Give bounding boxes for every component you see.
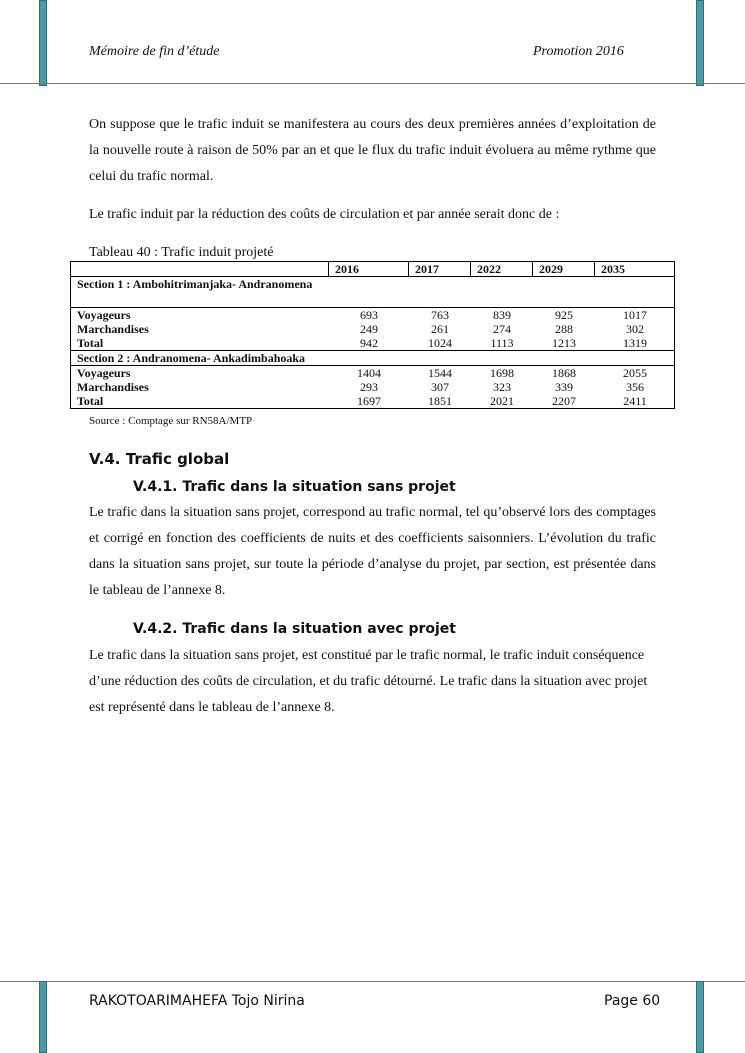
header-left-text: Mémoire de fin d’étude [89, 44, 220, 59]
cell-value: 2021 [490, 394, 514, 408]
paragraph-induced-traffic: On suppose que le trafic induit se manifestera au cours des deux premières années d’exploitation de la nouvelle route à raison de 50% par an et que le flux du trafic induit évoluera au même rythme que celui du trafic normal. [89, 117, 656, 184]
header-right-bar [696, 0, 704, 86]
table-row [71, 394, 675, 408]
table-row [71, 366, 675, 380]
cell-value: 1851 [428, 394, 452, 408]
table-source: Source : Comptage sur RN58A/MTP [89, 415, 253, 427]
year-header: 2035 [595, 262, 675, 277]
footer-rule [0, 981, 745, 982]
year-header: 2022 [471, 262, 533, 277]
induced-traffic-table [70, 261, 675, 409]
cell-value: 1319 [623, 336, 647, 350]
cell-value: 288 [555, 322, 573, 336]
cell-value: 1698 [490, 366, 514, 380]
cell-value: 274 [493, 322, 511, 336]
table-header-row [71, 262, 675, 277]
cell-value: 2055 [623, 366, 647, 380]
cell-value: 693 [360, 308, 378, 322]
cell-value: 1213 [552, 336, 576, 350]
cell-value: 356 [626, 380, 644, 394]
paragraph-with-project: Le trafic dans la situation sans projet, est constitué par le trafic normal, le trafic induit conséquence d’une réduction des coûts de circulation, et du trafic détourné. Le trafic dans la situation avec projet est représenté dans le tableau de l’annexe 8. [89, 648, 648, 715]
cell-value: 1024 [428, 336, 452, 350]
cell-value: 2411 [623, 394, 647, 408]
cell-value: 1544 [428, 366, 452, 380]
footer-right-bar [696, 981, 704, 1053]
cell-value: 839 [493, 308, 511, 322]
cell-value: 302 [626, 322, 644, 336]
cell-value: 763 [431, 308, 449, 322]
year-header: 2017 [409, 262, 471, 277]
cell-value: 1017 [623, 308, 647, 322]
table-row [71, 366, 675, 409]
cell-value: 942 [360, 336, 378, 350]
table-caption: Tableau 40 : Trafic induit projeté [89, 245, 274, 260]
header-rule [0, 83, 745, 84]
header-left-bar [39, 0, 47, 86]
table-row [71, 322, 675, 336]
section-heading: V.4. Trafic global [89, 450, 230, 468]
table-header-empty [71, 262, 329, 277]
cell-value: 293 [360, 380, 378, 394]
cell-value: 925 [555, 308, 573, 322]
cell-value: 323 [493, 380, 511, 394]
subsection-heading: V.4.1. Trafic dans la situation sans projet [133, 479, 456, 495]
row-label: Voyageurs [77, 366, 131, 380]
cell-value: 1697 [357, 394, 381, 408]
table-row [71, 380, 675, 394]
paragraph-without-project: Le trafic dans la situation sans projet, correspond au trafic normal, tel qu’observé lors des comptages et corrigé en fonction des coefficients de nuits et des coefficients saisonniers. L’évolution du trafic dans la situation sans projet, sur toute la période d’analyse du projet, par section, est présentée dans le tableau de l’annexe 8. [89, 505, 656, 598]
year-header: 2016 [329, 262, 409, 277]
footer-author: RAKOTOARIMAHEFA Tojo Nirina [89, 993, 305, 1009]
row-label: Marchandises [77, 380, 149, 394]
year-header: 2029 [533, 262, 595, 277]
table-row [71, 308, 675, 322]
cell-value: 307 [431, 380, 449, 394]
section-title-row [71, 351, 675, 366]
row-label: Voyageurs [77, 308, 131, 322]
cell-value: 1404 [357, 366, 381, 380]
cell-value: 339 [555, 380, 573, 394]
paragraph-induced-intro: Le trafic induit par la réduction des coûts de circulation et par année serait donc de : [89, 207, 560, 222]
footer-left-bar [39, 981, 47, 1053]
row-label: Marchandises [77, 322, 149, 336]
subsection-heading: V.4.2. Trafic dans la situation avec projet [133, 621, 456, 637]
table-row [71, 336, 675, 350]
cell-value: 261 [431, 322, 449, 336]
header-right-text: Promotion 2016 [533, 44, 624, 59]
row-label: Total [77, 336, 104, 350]
section-title: Section 1 : Ambohitrimanjaka- Andranomena [71, 277, 675, 308]
cell-value: 1113 [490, 336, 514, 350]
page-number: Page 60 [604, 993, 661, 1009]
row-label: Total [77, 394, 104, 408]
cell-value: 1868 [552, 366, 576, 380]
table-row [71, 308, 675, 351]
section-title-row [71, 277, 675, 308]
cell-value: 2207 [552, 394, 576, 408]
section-title: Section 2 : Andranomena- Ankadimbahoaka [71, 351, 675, 366]
cell-value: 249 [360, 322, 378, 336]
